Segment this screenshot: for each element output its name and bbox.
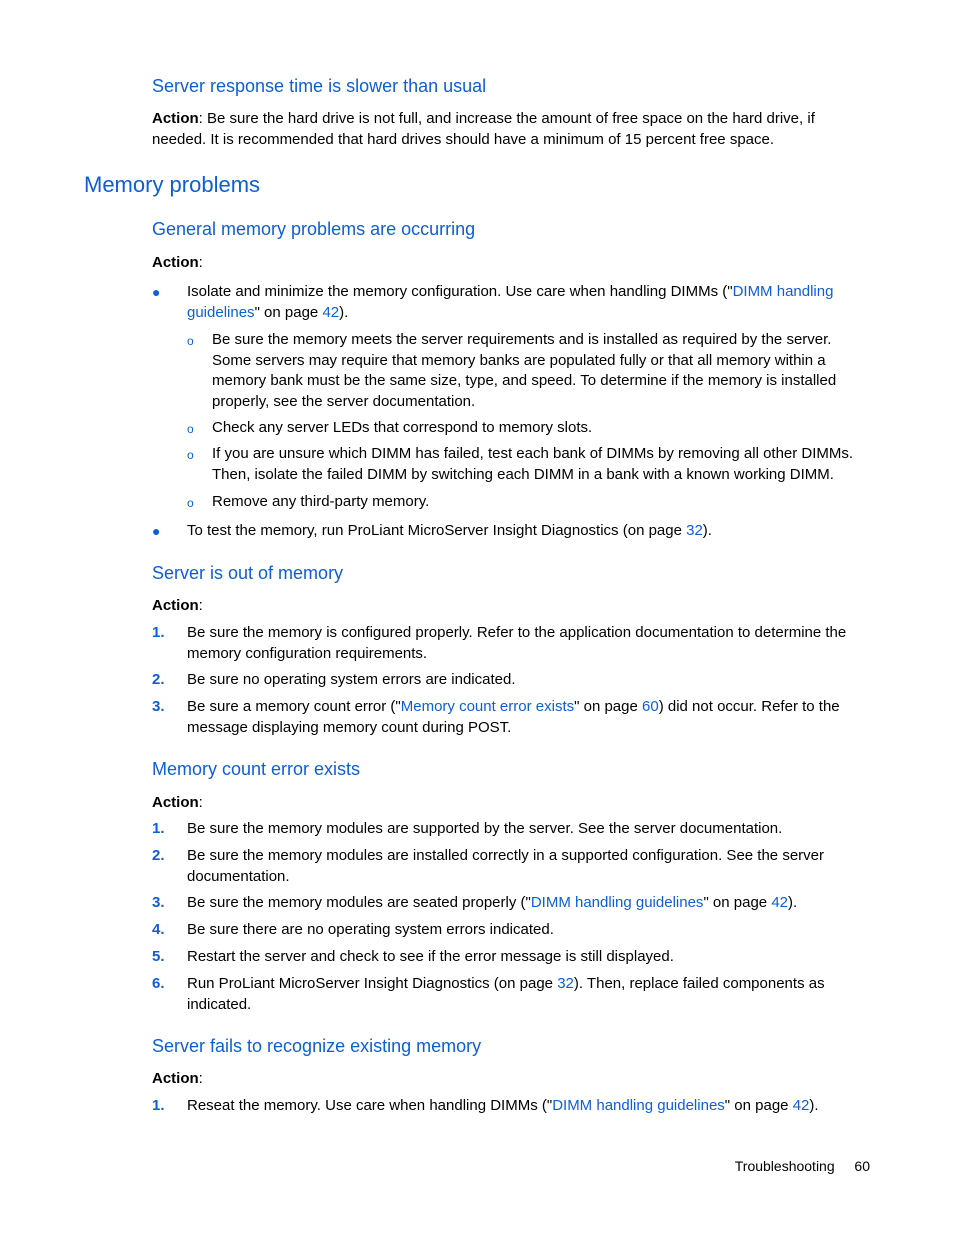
step-number: 6. [152, 975, 165, 992]
section-heading-out-of-memory: Server is out of memory [152, 563, 344, 583]
step-text: Be sure the memory modules are installed correctly in a supported configuration. See the server documentation. [187, 847, 824, 885]
step-number: 5. [152, 948, 165, 965]
bullet-marker: ● [152, 284, 161, 300]
footer-section-name: Troubleshooting [734, 1158, 835, 1174]
sub-bullet-text: Check any server LEDs that correspond to memory slots. [212, 419, 593, 436]
step-number: 1. [152, 1097, 165, 1114]
step-number: 2. [152, 671, 165, 688]
bullet-marker: ● [152, 523, 161, 539]
bullet-text: Isolate and minimize the memory configuration. Use care when handling DIMMs ("DIMM handling guidelines" on page 42). [187, 283, 834, 321]
page-32-link[interactable]: 32 [686, 522, 703, 539]
section-heading-general-memory: General memory problems are occurring [152, 219, 476, 239]
sub-bullet-text: Be sure the memory meets the server requirements and is installed as required by the server. Some servers may require that memory banks are populated fully or that all memory within a memory bank must be the same size, type, and speed. To determine if the memory is installed properly, see the server documentation. [212, 331, 837, 410]
dimm-handling-guidelines-link[interactable]: DIMM handling guidelines [530, 894, 704, 911]
step-text: Be sure a memory count error ("Memory count error exists" on page 60) did not occur. Refer to the message displaying memory count during POST. [187, 698, 840, 736]
step-text: Restart the server and check to see if the error message is still displayed. [187, 948, 674, 965]
step-text: Run ProLiant MicroServer Insight Diagnostics (on page 32). Then, replace failed components as indicated. [187, 975, 825, 1013]
circle-bullet-marker: o [187, 422, 194, 436]
section-heading-response-time: Server response time is slower than usual [152, 76, 487, 96]
page-title-memory-problems: Memory problems [84, 172, 261, 197]
memory-count-error-link[interactable]: Memory count error exists [400, 698, 575, 715]
section-heading-memory-count-error: Memory count error exists [152, 759, 361, 779]
step-number: 1. [152, 820, 165, 837]
step-number: 2. [152, 847, 165, 864]
step-number: 4. [152, 921, 165, 938]
page-32-link[interactable]: 32 [557, 975, 574, 992]
page-42-link[interactable]: 42 [771, 894, 789, 911]
count-action-label: Action: [152, 794, 203, 811]
sub-bullet-text: If you are unsure which DIMM has failed, test each bank of DIMMs by removing all other DIMMs. Then, isolate the failed DIMM by switching each DIMM in a bank with a known working DIMM. [212, 445, 854, 483]
step-text: Reseat the memory. Use care when handling DIMMs ("DIMM handling guidelines" on page 42). [187, 1097, 819, 1114]
circle-bullet-marker: o [187, 496, 194, 510]
page-60-link[interactable]: 60 [642, 698, 659, 715]
page-42-link[interactable]: 42 [322, 303, 340, 321]
bullet-text: To test the memory, run ProLiant MicroServer Insight Diagnostics (on page 32). [187, 522, 712, 539]
step-number: 3. [152, 698, 165, 715]
dimm-handling-guidelines-link[interactable]: DIMM handling guidelines [187, 283, 834, 321]
step-text: Be sure the memory modules are supported by the server. See the server documentation. [187, 820, 783, 837]
section-heading-fails-to-recognize: Server fails to recognize existing memory [152, 1036, 482, 1056]
out-action-label: Action: [152, 597, 203, 614]
step-text: Be sure there are no operating system errors indicated. [187, 921, 554, 938]
step-text: Be sure the memory modules are seated properly ("DIMM handling guidelines" on page 42). [187, 894, 798, 911]
sub-bullet-text: Remove any third-party memory. [212, 493, 430, 510]
response-action-paragraph [152, 109, 872, 150]
page-footer [735, 1158, 870, 1174]
recognize-action-label: Action: [152, 1070, 203, 1087]
action-label: Action [152, 110, 199, 127]
circle-bullet-marker: o [187, 448, 194, 462]
response-action-text: : Be sure the hard drive is not full, and increase the amount of free space on the hard drive, if needed. It is recommended that hard drives should have a minimum of 15 percent free space. [152, 110, 815, 148]
step-text: Be sure the memory is configured properly. Refer to the application documentation to determine the memory configuration requirements. [187, 624, 847, 662]
general-action-label: Action: [152, 254, 203, 271]
circle-bullet-marker: o [187, 334, 194, 348]
page-42-link[interactable]: 42 [792, 1097, 810, 1114]
dimm-handling-guidelines-link[interactable]: DIMM handling guidelines [552, 1097, 725, 1114]
step-text: Be sure no operating system errors are indicated. [187, 671, 516, 688]
step-number: 3. [152, 894, 165, 911]
footer-page-number: 60 [854, 1158, 870, 1174]
step-number: 1. [152, 624, 165, 641]
